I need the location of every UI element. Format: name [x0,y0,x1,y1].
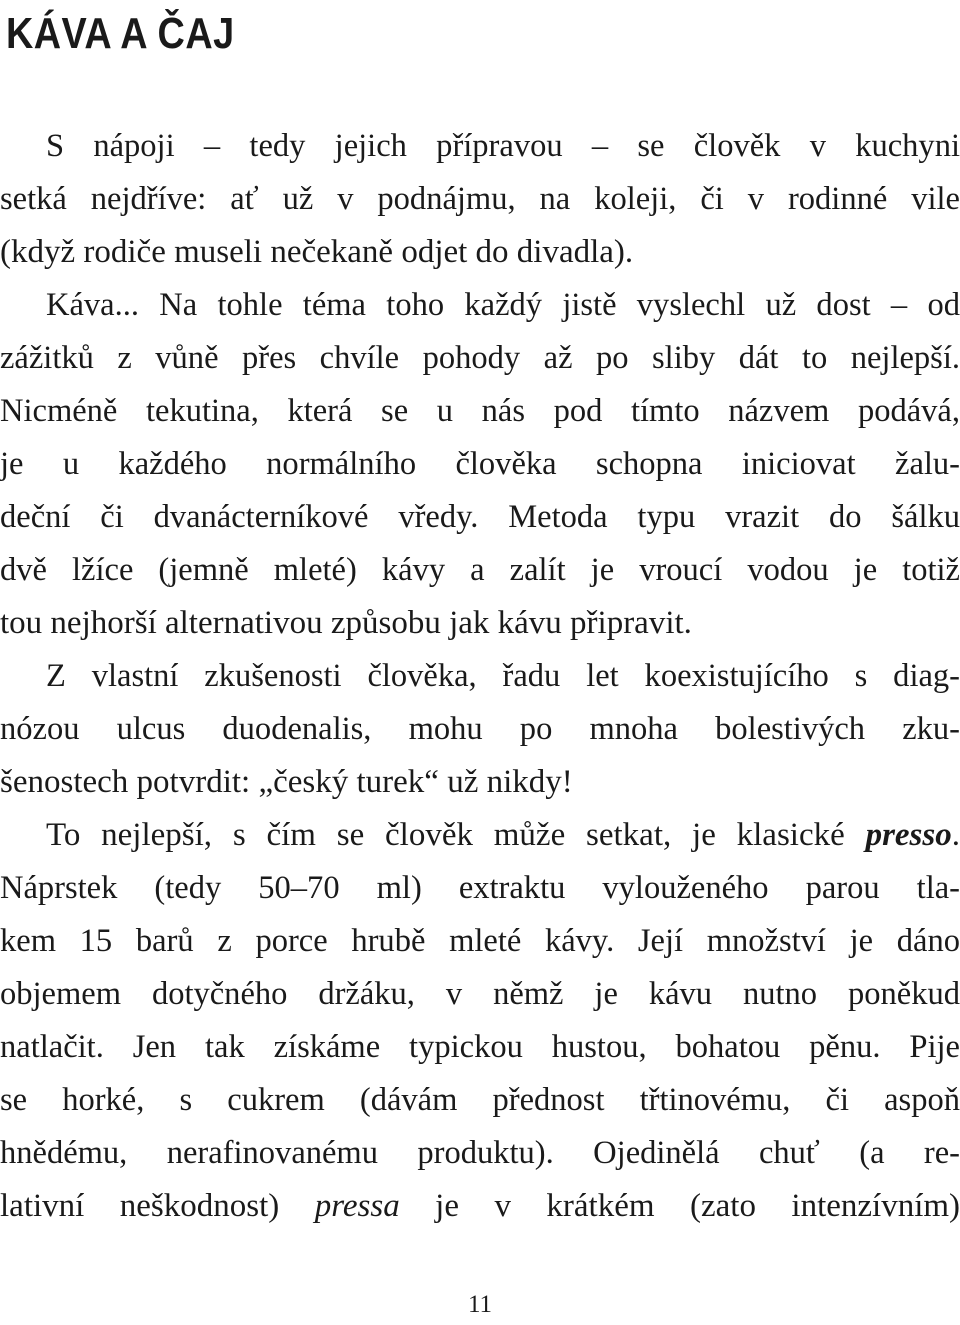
text-line: objemem dotyčného držáku, v němž je kávu nutno poněkud [0,976,960,1012]
text-line: Z vlastní zkušenosti člověka, řadu let koexistujícího s diag- [46,658,960,694]
text-line: deční či dvanácterníkové vředy. Metoda typu vrazit do šálku [0,499,960,535]
text-line: tou nejhorší alternativou způsobu jak kávu připravit. [0,605,692,641]
text-line: nózou ulcus duodenalis, mohu po mnoha bolestivých zku- [0,711,960,747]
text-line: kem 15 barů z porce hrubě mleté kávy. Její množství je dáno [0,923,960,959]
text-line: natlačit. Jen tak získáme typickou hustou, bohatou pěnu. Pije [0,1029,960,1065]
body-text [0,120,960,1233]
text-line: je u každého normálního člověka schopna iniciovat žalu- [0,446,960,482]
emphasis-presso: presso [865,817,952,853]
text-line: setká nejdříve: ať už v podnájmu, na koleji, či v rodinné vile [0,181,960,217]
text-line: (když rodiče museli nečekaně odjet do divadla). [0,234,634,270]
text-line: hnědému, nerafinovanému produktu). Ojedinělá chuť (a re- [0,1135,960,1171]
text-line: dvě lžíce (jemně mleté) kávy a zalít je vroucí vodou je totiž [0,552,960,588]
text-line: Náprstek (tedy 50–70 ml) extraktu vylouženého parou tla- [0,870,960,906]
text-line: zážitků z vůně přes chvíle pohody až po sliby dát to nejlepší. [0,340,960,376]
emphasis-pressa: pressa [314,1188,400,1224]
chapter-title: KÁVA A ČAJ [6,9,235,58]
text-line: lativní neškodnost) pressa je v krátkém (zato intenzívním) [0,1188,960,1224]
text-line: šenostech potvrdit: „český turek“ už nikdy! [0,764,573,800]
text-line: S nápoji – tedy jejich přípravou – se člověk v kuchyni [46,128,960,164]
text-line: To nejlepší, s čím se člověk může setkat, je klasické presso. [46,817,960,853]
text-line: Nicméně tekutina, která se u nás pod tímto názvem podává, [0,393,960,429]
text-line: se horké, s cukrem (dávám přednost třtinovému, či aspoň [0,1082,960,1118]
text-line: Káva... Na tohle téma toho každý jistě vyslechl už dost – od [46,287,960,323]
page-number: 11 [467,1291,493,1318]
